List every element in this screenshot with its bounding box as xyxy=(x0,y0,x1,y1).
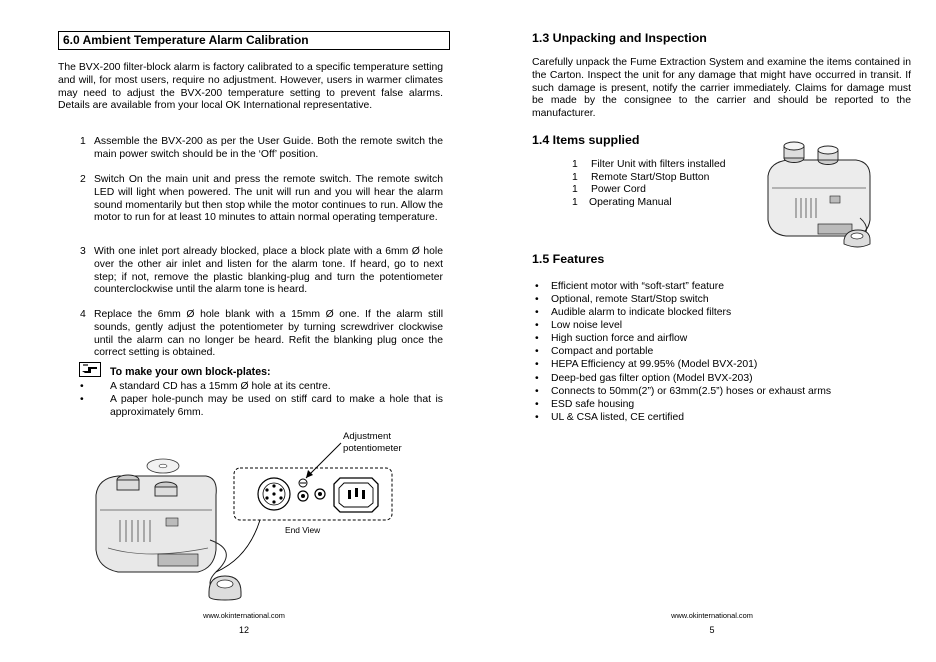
footer-url-left: www.okinternational.com xyxy=(203,611,285,620)
bullet: • xyxy=(535,346,539,357)
filter-unit-illustration xyxy=(762,138,882,256)
tip-bullet-text: A paper hole-punch may be used on stiff card to make a hole that is approximately 6mm. xyxy=(110,394,443,418)
feature-text: Compact and portable xyxy=(551,346,654,357)
page-number-left: 12 xyxy=(238,625,249,635)
end-view-label: End View xyxy=(285,525,321,535)
feature-text: High suction force and airflow xyxy=(551,333,688,344)
step-text: Switch On the main unit and press the remote switch. The remote switch LED will light when powered. The unit will run and you will hear the alarm sound momentarily but then stop while the motor continues to run. Allow the motor to run for at least 10 minutes to attain normal operating temperature. xyxy=(94,174,443,224)
bullet: • xyxy=(535,386,539,397)
bullet: • xyxy=(535,281,539,292)
item-qty: 1 xyxy=(572,184,578,195)
tip-bullet-text: A standard CD has a 15mm Ø hole at its centre. xyxy=(110,381,331,392)
step-number: 3 xyxy=(80,246,86,257)
step-number: 4 xyxy=(80,309,86,320)
step-number: 2 xyxy=(80,174,86,185)
callout-label-line2: potentiometer xyxy=(343,443,402,454)
tip-heading: To make your own block-plates: xyxy=(110,366,271,378)
bullet: • xyxy=(535,359,539,370)
bullet: • xyxy=(535,399,539,410)
step-text: Assemble the BVX-200 as per the User Guide. Both the remote switch the main power switch should be in the ‘Off’ position. xyxy=(94,136,443,160)
item-qty: 1 xyxy=(572,159,578,170)
unpacking-paragraph: Carefully unpack the Fume Extraction System and examine the items contained in the Carton. Inspect the unit for any damage that might have occurred in transit. If such damage is present, notify the carrier immediately. Claims for damage must be made by the consignee to the carrier and should be reported to the manufacturer. xyxy=(532,57,911,120)
feature-text: Connects to 50mm(2”) or 63mm(2.5”) hoses or exhaust arms xyxy=(551,386,832,397)
bullet: • xyxy=(535,307,539,318)
section-title-1-5: 1.5 Features xyxy=(532,252,605,266)
item-qty: 1 xyxy=(572,197,578,208)
item-name: Operating Manual xyxy=(589,197,672,208)
section-title-6-0: 6.0 Ambient Temperature Alarm Calibration xyxy=(58,31,450,50)
page-number-right: 5 xyxy=(709,625,715,635)
feature-text: Optional, remote Start/Stop switch xyxy=(551,294,709,305)
item-qty: 1 xyxy=(572,172,578,183)
step-text: With one inlet port already blocked, place a block plate with a 6mm Ø hole over the other air inlet and listen for the alarm tone. If heard, go to next step; if not, remove the plastic blanking-plug and turn the potentiometer counterclockwise until the alarm tone is heard. xyxy=(94,246,443,296)
section-title-1-4: 1.4 Items supplied xyxy=(532,133,640,147)
feature-text: UL & CSA listed, CE certified xyxy=(551,412,685,423)
feature-text: Low noise level xyxy=(551,320,623,331)
footer-url-right: www.okinternational.com xyxy=(671,611,753,620)
callout-label-line1: Adjustment xyxy=(343,431,391,442)
item-name: Remote Start/Stop Button xyxy=(591,172,710,183)
bullet: • xyxy=(535,320,539,331)
bullet: • xyxy=(535,412,539,423)
feature-text: Deep-bed gas filter option (Model BVX-203) xyxy=(551,373,753,384)
callout-arrow xyxy=(296,440,346,484)
feature-text: Efficient motor with “soft-start” feature xyxy=(551,281,725,292)
item-name: Power Cord xyxy=(591,184,646,195)
step-number: 1 xyxy=(80,136,86,147)
feature-text: Audible alarm to indicate blocked filters xyxy=(551,307,732,318)
cable-line xyxy=(208,518,268,574)
bullet: • xyxy=(80,394,84,405)
item-name: Filter Unit with filters installed xyxy=(591,159,726,170)
pointing-hand-icon xyxy=(79,362,101,377)
step-text: Replace the 6mm Ø hole blank with a 15mm Ø one. If the alarm still sounds, gently adjust the potentiometer by turning screwdriver clockwise until the alarm can no longer be heard. Refit the blanking plug once the correct setting is obtained. xyxy=(94,309,443,359)
feature-text: ESD safe housing xyxy=(551,399,635,410)
feature-text: HEPA Efficiency at 99.95% (Model BVX-201) xyxy=(551,359,758,370)
section-title-1-3: 1.3 Unpacking and Inspection xyxy=(532,31,707,45)
intro-paragraph: The BVX-200 filter-block alarm is factory calibrated to a specific temperature setting and will, for most users, require no adjustment. However, users in warmer climates may need to adjust the BVX-200 temperature setting to prevent false alarms. Details are available from your local OK International representative. xyxy=(58,62,443,112)
remote-switch-icon xyxy=(205,570,245,604)
bullet: • xyxy=(535,373,539,384)
bullet: • xyxy=(535,294,539,305)
bullet: • xyxy=(80,381,84,392)
bullet: • xyxy=(535,333,539,344)
